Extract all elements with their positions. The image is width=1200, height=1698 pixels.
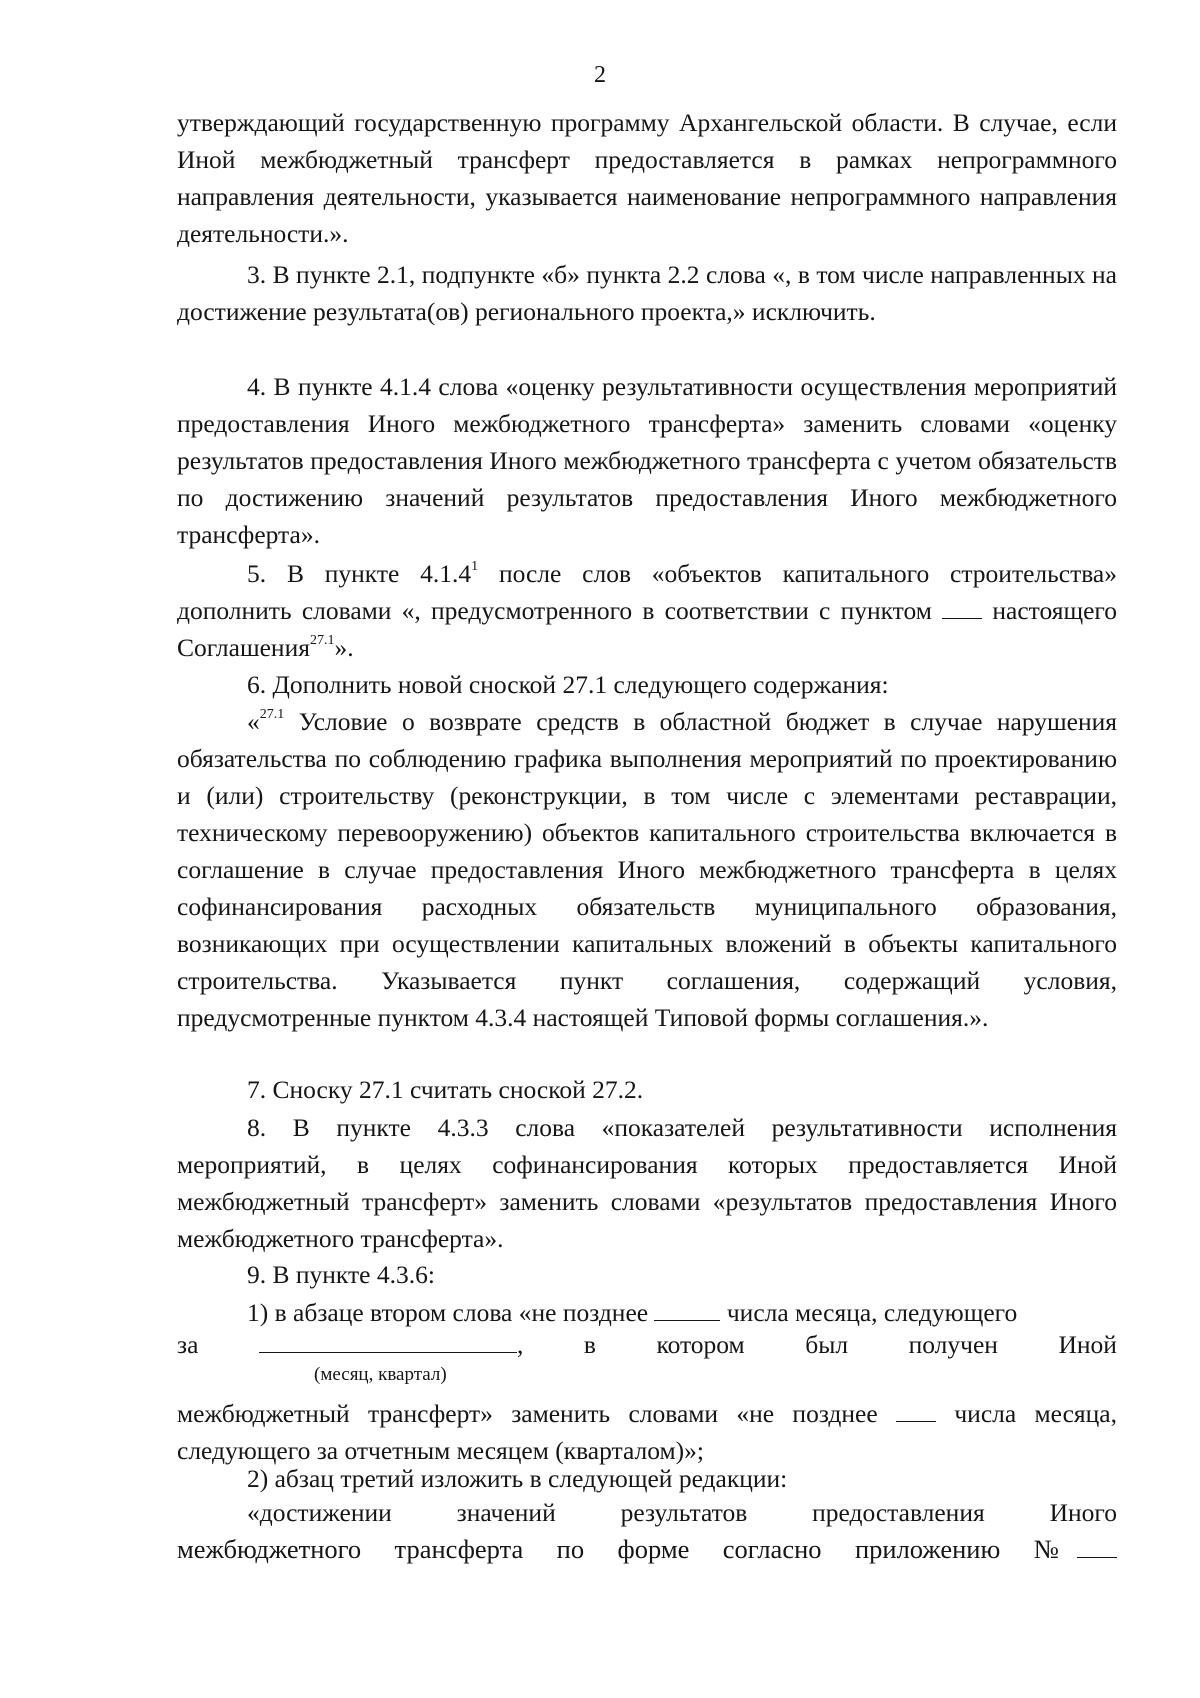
- paragraph-9-1-line-2: [177, 1326, 1117, 1363]
- p9-1-text-c: межбюджетный трансферт» заменить словами «не позднее: [177, 1399, 897, 1428]
- number-sign: №: [1033, 1534, 1059, 1564]
- p5-text-d: ».: [334, 633, 354, 662]
- last-word-5: Иного: [1049, 1498, 1117, 1527]
- paragraph-9-2: 2) абзац третий изложить в следующей редакции:: [247, 1464, 788, 1493]
- number-sign-with-blank: [1034, 1531, 1117, 1568]
- p5-text-a: 5. В пункте 4.1.4: [247, 559, 472, 588]
- last-word-4: предоставления: [812, 1498, 985, 1527]
- page-number: 2: [594, 62, 606, 88]
- paragraph-3: 3. В пункте 2.1, подпункте «б» пункта 2.2 слова «, в том числе направленных на достижение результата(ов) регионального проекта,» исключить.: [177, 260, 1117, 326]
- footnote-number: 27.1: [259, 707, 285, 722]
- last-word-7: трансферта: [394, 1534, 524, 1564]
- paragraph-9-1-continued: [177, 1395, 1117, 1469]
- last-word-6: межбюджетного: [177, 1534, 362, 1564]
- last-word-1: «достижении: [247, 1498, 392, 1527]
- blank-line: [896, 1399, 936, 1422]
- p9-1-text-a: 1) в абзаце втором слова «не позднее: [247, 1298, 655, 1327]
- last-word-10: согласно: [722, 1534, 822, 1564]
- blank-line: [942, 596, 982, 619]
- p9-1-text-d: числа месяца, следующего за отчетным месяцем (кварталом)»;: [177, 1399, 1117, 1465]
- paragraph-8: 8. В пункте 4.3.3 слова «показателей результативности исполнения мероприятий, в целях софинансирования которых предоставляется Иной межбюджетный трансферт» заменить словами «результатов предоставления Иного межбюджетного трансферта».: [177, 1113, 1117, 1253]
- paragraph-6: 6. Дополнить новой сноской 27.1 следующего содержания:: [247, 670, 889, 699]
- word-poluchen: получен: [908, 1330, 998, 1359]
- paragraph-9: 9. В пункте 4.3.6:: [247, 1260, 435, 1289]
- blank-line: [1077, 1535, 1117, 1558]
- blank-line: [259, 1330, 517, 1353]
- paragraph-intro: утверждающий государственную программу Архангельской области. В случае, если Иной межбюджетный трансферт предоставляется в рамках непрограммного направления деятельности, указывается наименование непрограммного направления деятельности.».: [177, 108, 1117, 248]
- last-word-8: по: [556, 1534, 585, 1564]
- comma: ,: [516, 1330, 524, 1359]
- paragraph-7: 7. Сноску 27.1 считать сноской 27.2.: [247, 1075, 644, 1104]
- blank-caption: (месяц, квартал): [314, 1364, 447, 1385]
- footnote-text: Условие о возврате средств в областной бюджет в случае нарушения обязательства по соблюдению графика выполнения мероприятий по проектированию и (или) строительству (реконструкции, в том числе с элементами реставрации, техническому перевооружению) объектов капитального строительства включается в соглашение в случае предоставления Иного межбюджетного трансферта в целях софинансирования расходных обязательств муниципального образования, возникающих при осуществлении капитальных вложений в объекты капитального строительства. Указывается пункт соглашения, содержащий условия, предусмотренные пунктом 4.3.4 настоящей Типовой формы соглашения.».: [177, 707, 1117, 1032]
- p5-superscript-2: 27.1: [309, 633, 335, 648]
- p5-text-b: после слов «объектов капитального строительства» дополнить словами «, предусмотренного в соответствии с пунктом: [177, 559, 1117, 625]
- last-word-2: значений: [456, 1498, 556, 1527]
- word-za: за: [177, 1330, 199, 1359]
- paragraph-4: 4. В пункте 4.1.4 слова «оценку результативности осуществления мероприятий предоставления Иного межбюджетного трансферта» заменить словами «оценку результатов предоставления Иного межбюджетного трансферта с учетом обязательств по достижению значений результатов предоставления Иного межбюджетного трансферта».: [177, 372, 1117, 549]
- footnote-quote: [177, 703, 1117, 1036]
- word-kotorom: котором: [656, 1330, 745, 1359]
- last-word-3: результатов: [620, 1498, 748, 1527]
- blank-with-comma: [259, 1326, 523, 1363]
- word-v: в: [583, 1330, 596, 1359]
- p5-text-c: настоящего Соглашения: [177, 596, 1117, 662]
- last-word-11: приложению: [854, 1534, 1001, 1564]
- p5-superscript-1: 1: [471, 559, 479, 574]
- word-inoy: Иной: [1058, 1330, 1117, 1359]
- paragraph-5: [177, 555, 1117, 666]
- blank-line: [654, 1298, 720, 1321]
- p9-1-text-b: числа месяца, следующего: [720, 1298, 1018, 1327]
- last-word-9: форме: [617, 1534, 690, 1564]
- paragraph-last: [177, 1494, 1117, 1568]
- quote-open: «: [247, 707, 260, 736]
- last-line-2: [177, 1531, 1117, 1568]
- last-line-1: [177, 1494, 1117, 1531]
- word-byl: был: [805, 1330, 849, 1359]
